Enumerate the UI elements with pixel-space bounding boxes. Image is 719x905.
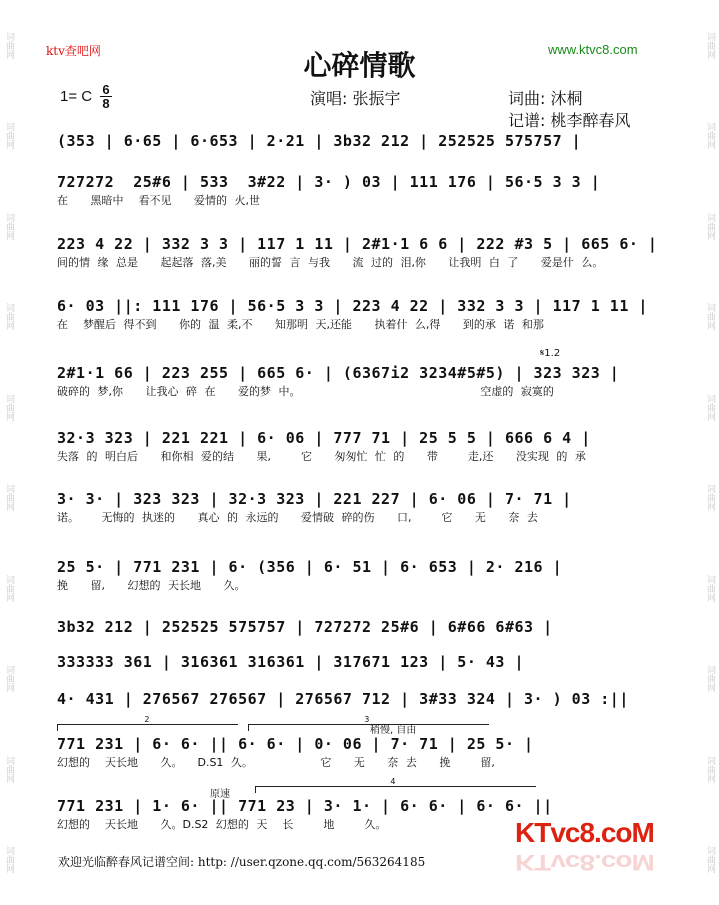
scorer-credit: 记谱: 桃李醉春风: [508, 111, 631, 130]
notation-line: 3· 3· | 323 323 | 32·3 323 | 221 227 | 6· 06 | 7· 71 |: [57, 490, 572, 508]
ktv-logo: KTvc8.coM: [515, 817, 654, 848]
score-row: [57, 688, 661, 710]
score-row: [57, 651, 661, 673]
score-row: [57, 733, 661, 771]
notation-line: 333333 361 | 316361 316361 | 317671 123 | 5· 43 |: [57, 653, 525, 671]
lyric-line: 诺。 无悔的 执迷的 真心 的 永远的 爱情破 碎的伤 口, 它 无 奈 去: [57, 511, 538, 524]
notation-line: 771 231 | 6· 6· || 6· 6· | 0· 06 | 7· 71 | 25 5· |: [57, 735, 534, 753]
notation-line: 771 231 | 1· 6· || 771 23 | 3· 1· | 6· 6· | 6· 6· ||: [57, 797, 553, 815]
lyric-line: 幻想的 天长地 久。 D.S1 久。 它 无 奈 去 挽 留,: [57, 756, 495, 769]
notation-line: 25 5· | 771 231 | 6· (356 | 6· 51 | 6· 653 | 2· 216 |: [57, 558, 563, 576]
footer-note: 欢迎光临醉春风记谱空间: http: //user.qzone.qq.com/563264185: [58, 855, 426, 869]
score-row: [57, 362, 661, 400]
score-row: [57, 171, 661, 209]
notation-line: 4· 431 | 276567 276567 | 276567 712 | 3#33 324 | 3· ) 03 :||: [57, 690, 629, 708]
lyric-line: 破碎的 梦,你 让我心 碎 在 爱的梦 中。 空虚的 寂寞的: [57, 385, 554, 398]
meter-top: 6: [102, 82, 110, 97]
score-row: [57, 556, 661, 594]
score-row: [57, 295, 661, 333]
ktv-logo-reflection: KTvc8.coM: [515, 850, 654, 875]
lyric-line: 在 梦醒后 得不到 你的 温 柔,不 知那明 天,还能 执着什 么,得 到的承 诺 和那: [57, 318, 544, 331]
key-signature: 1= C: [60, 88, 93, 105]
volta-bracket-2: 2: [57, 724, 238, 731]
site-name-left[interactable]: ktv查吧网: [46, 44, 101, 58]
notation-line: 3b32 212 | 252525 575757 | 727272 25#6 | 6#66 6#63 |: [57, 618, 553, 636]
meter-bottom: 8: [102, 96, 110, 111]
singer-credit: 演唱: 张振宇: [310, 89, 401, 108]
composer-credit: 词曲: 沐桐: [508, 89, 583, 108]
lyric-line: 挽 留, 幻想的 天长地 久。: [57, 579, 246, 592]
tempo-mark-slow: 稍慢, 自由: [370, 725, 417, 736]
notation-line: 6· 03 ||: 111 176 | 56·5 3 3 | 223 4 22 | 332 3 3 | 117 1 11 |: [57, 297, 648, 315]
site-url-right[interactable]: www.ktvc8.com: [548, 42, 638, 57]
right-watermark-strip: 词曲网 词曲网 词曲网 词曲网 词曲网 词曲网 词曲网 词曲网 词曲网 词曲网: [705, 31, 715, 874]
tempo-mark-original: 原速: [210, 789, 230, 800]
lyric-line: [57, 152, 661, 168]
lyric-line: 间的情 缘 总是 起起落 落,美 丽的誓 言 与我 流 过的 泪,你 让我明 白 了 爱是什 么。: [57, 256, 604, 269]
time-signature: [100, 83, 112, 110]
notation-line: 2#1·1 66 | 223 255 | 665 6· | (6367i2 3234#5#5) | 323 323 |: [57, 364, 620, 382]
volta-bracket-4: 4: [255, 786, 536, 793]
segno-mark: 𝄋1.2: [540, 348, 561, 359]
notation-line: 223 4 22 | 332 3 3 | 117 1 11 | 2#1·1 6 6 | 222 #3 5 | 665 6· |: [57, 235, 658, 253]
left-watermark-strip: 词曲网 词曲网 词曲网 词曲网 词曲网 词曲网 词曲网 词曲网 词曲网 词曲网: [4, 31, 14, 874]
score-row: [57, 427, 661, 465]
score-row: [57, 233, 661, 271]
score-row: [57, 488, 661, 526]
lyric-line: 幻想的 天长地 久。D.S2 幻想的 天 长 地 久。: [57, 818, 387, 831]
song-title: 心碎情歌: [303, 49, 416, 82]
lyric-line: 失落 的 明白后 和你相 爱的结 果, 它 匆匆忙 忙 的 带 走,还 没实现 的 承: [57, 450, 586, 463]
notation-line: 32·3 323 | 221 221 | 6· 06 | 777 71 | 25 5 5 | 666 6 4 |: [57, 429, 591, 447]
notation-line: 727272 25#6 | 533 3#22 | 3· ) 03 | 111 176 | 56·5 3 3 |: [57, 173, 601, 191]
score-row: [57, 130, 661, 168]
volta-bracket-3: 3: [248, 724, 489, 731]
lyric-line: 在 黑暗中 看不见 爱情的 火,世: [57, 194, 260, 207]
notation-line: (353 | 6·65 | 6·653 | 2·21 | 3b32 212 | 252525 575757 |: [57, 132, 582, 150]
score-row: [57, 616, 661, 638]
